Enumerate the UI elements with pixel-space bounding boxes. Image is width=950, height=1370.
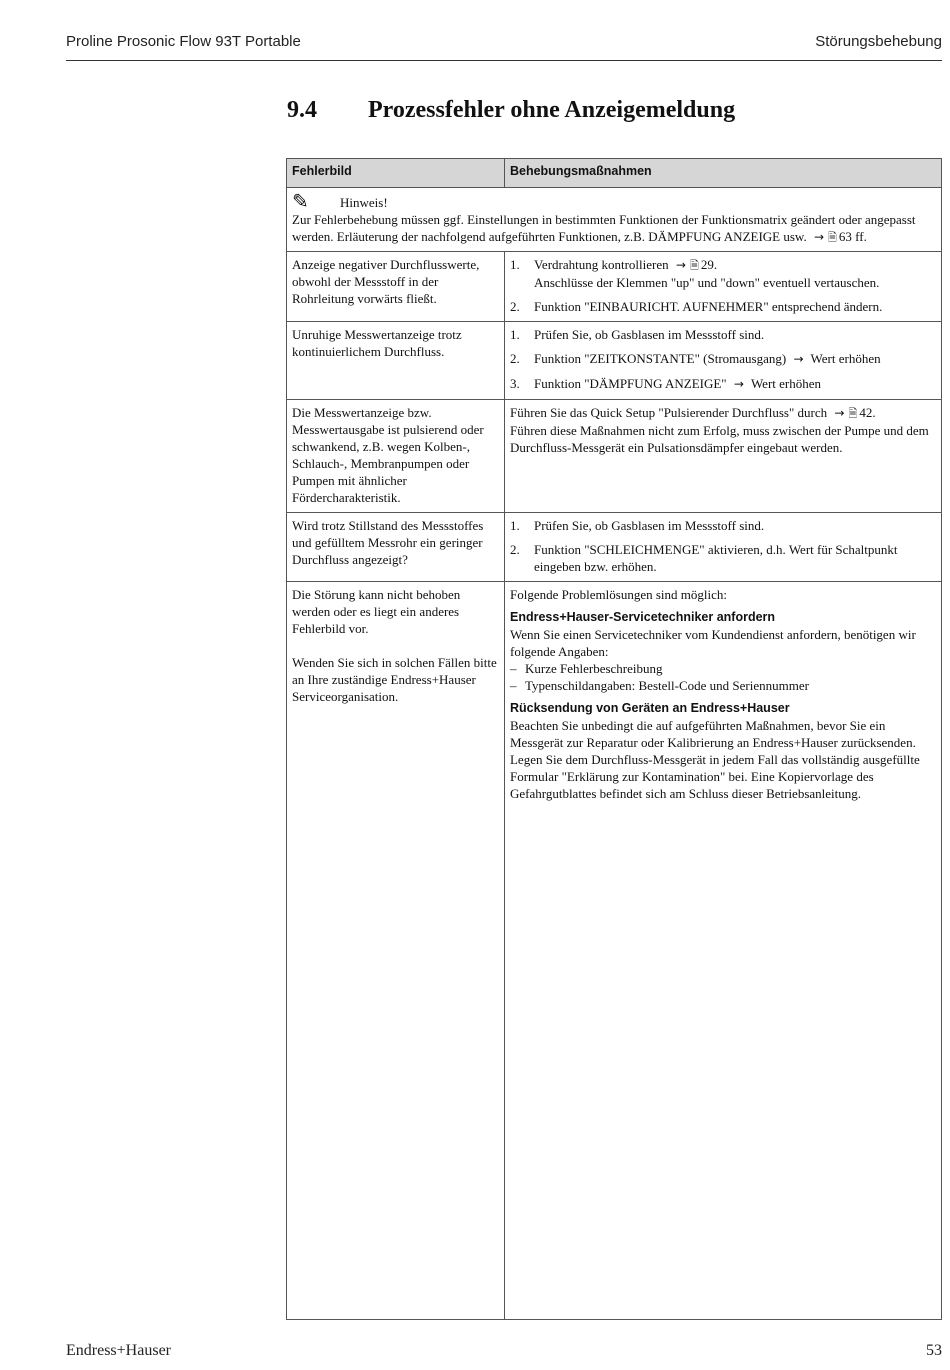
page-header <box>66 32 942 61</box>
problem-cell: Die Störung kann nicht behoben werden oder es liegt ein anderes Fehlerbild vor. Wenden Sie sich in solchen Fällen bitte an Ihre zuständige Endress+Hauser Serviceorganisation. <box>287 582 505 1320</box>
remedy-cell <box>504 513 941 582</box>
problem-cell: Unruhige Messwertanzeige trotz kontinuierlichem Durchfluss. <box>287 322 505 400</box>
list-item: 1. Verdrahtung kontrollieren → 🗎 29. Anschlüsse der Klemmen "up" und "down" eventuell vertauschen. <box>509 257 880 290</box>
problem-cell: Die Messwertanzeige bzw. Messwertausgabe ist pulsierend oder schwankend, z.B. wegen Kolben-, Schlauch-, Membranpumpen oder Pumpen mit ähnlicher Fördercharakteristik. <box>287 400 505 513</box>
list-item: 2. Funktion "SCHLEICHMENGE" aktivieren, d.h. Wert für Schaltpunkt eingeben bzw. erhöhen. <box>509 542 898 574</box>
table-row <box>287 400 942 513</box>
table-header-row <box>287 159 942 188</box>
table-row <box>287 322 942 400</box>
page-ref[interactable]: 29. <box>700 257 718 272</box>
list-item: 2. Funktion "ZEITKONSTANTE" (Stromausgang) → Wert erhöhen <box>509 351 881 366</box>
page-ref-icon: 🗎 <box>848 407 858 420</box>
table-row <box>287 582 942 1320</box>
remedy-cell: Führen Sie das Quick Setup "Pulsierender Durchfluss" durch → 🗎 42. Führen diese Maßnahmen nicht zum Erfolg, muss zwischen der Pumpe und dem Durchfluss-Messgerät ein Pulsationsdämpfer eingebaut werden. <box>504 400 941 513</box>
return-heading: Rücksendung von Geräten an Endress+Hauser <box>509 701 790 715</box>
footer-company: Endress+Hauser <box>66 1342 171 1359</box>
list-item: 2. Funktion "EINBAURICHT. AUFNEHMER" entsprechend ändern. <box>509 299 883 314</box>
remedy-cell <box>504 252 941 322</box>
header-product-title: Proline Prosonic Flow 93T Portable <box>66 33 301 50</box>
page-ref[interactable]: 42. <box>859 405 876 420</box>
arrow-right-icon: → <box>675 258 686 272</box>
remedy-cell: Folgende Problemlösungen sind möglich: Endress+Hauser-Servicetechniker anfordern Wenn Sie einen Servicetechniker vom Kundendienst anfordern, benötigen wir folgende Angaben: – Kurze Fehlerbeschreibung – Typenschildangaben: Bestell-Code und Seriennummer Rücksendung von Geräten an Endress+Hauser Beachten Sie unbedingt die auf aufgeführten Maßnahmen, bevor Sie ein Messgerät zur Reparatur oder Kalibrierung an Endress+Hauser zurücksenden. Legen Sie dem Durchfluss-Messgerät in jedem Fall das vollständig ausgefüllte Formular "Erklärung zur Kontamination" bei. Eine Kopiervorlage des Gefahrgutblattes befindet sich am Schluss dieser Betriebsanleitung. <box>504 582 941 1320</box>
section-title: Prozessfehler ohne Anzeigemeldung <box>368 97 736 123</box>
pencil-note-icon: ✎ <box>292 191 309 213</box>
service-request-heading: Endress+Hauser-Servicetechniker anfordern <box>509 610 776 624</box>
page-ref-icon: 🗎 <box>689 259 699 272</box>
page-number: 53 <box>926 1342 942 1359</box>
list-item: 1. Prüfen Sie, ob Gasblasen im Messstoff sind. <box>509 518 765 533</box>
header-chapter-title: Störungsbehebung <box>815 33 942 50</box>
problem-cell: Wird trotz Stillstand des Messstoffes und gefülltem Messrohr ein geringer Durchfluss angezeigt? <box>287 513 505 582</box>
arrow-right-icon: → <box>733 377 744 391</box>
section-heading <box>287 97 735 124</box>
list-item: 3. Funktion "DÄMPFUNG ANZEIGE" → Wert erhöhen <box>509 376 822 391</box>
page-ref-icon: 🗎 <box>828 231 837 244</box>
arrow-right-icon: → <box>834 406 845 420</box>
problem-cell: Anzeige negativer Durchflusswerte, obwohl der Messstoff in der Rohrleitung vorwärts fließt. <box>287 252 505 322</box>
note-page-ref[interactable]: 63 ff. <box>838 229 867 244</box>
list-item: – Typenschildangaben: Bestell-Code und Seriennummer <box>509 678 809 693</box>
note-row <box>287 188 942 252</box>
list-item: – Kurze Fehlerbeschreibung <box>509 661 663 676</box>
arrow-right-icon: → <box>813 230 825 244</box>
note-cell <box>287 188 942 252</box>
arrow-right-icon: → <box>793 352 804 366</box>
remedy-cell <box>504 322 941 400</box>
section-number: 9.4 <box>287 97 317 123</box>
list-item: 1. Prüfen Sie, ob Gasblasen im Messstoff sind. <box>509 327 765 342</box>
note-label: Hinweis! <box>340 195 388 210</box>
table-row <box>287 252 942 322</box>
column-header-problem: Fehlerbild <box>287 159 505 188</box>
troubleshooting-table <box>286 158 942 1320</box>
table-row <box>287 513 942 582</box>
note-text: Zur Fehlerbehebung müssen ggf. Einstellungen in bestimmten Funktionen der Funktionsmatrix geändert oder angepasst werden. Erläuterung der nachfolgend aufgeführten Funktionen, z.B. DÄMPFUNG ANZEIGE usw. → 🗎 63 ff. <box>292 212 916 244</box>
column-header-remedy: Behebungsmaßnahmen <box>504 159 941 188</box>
